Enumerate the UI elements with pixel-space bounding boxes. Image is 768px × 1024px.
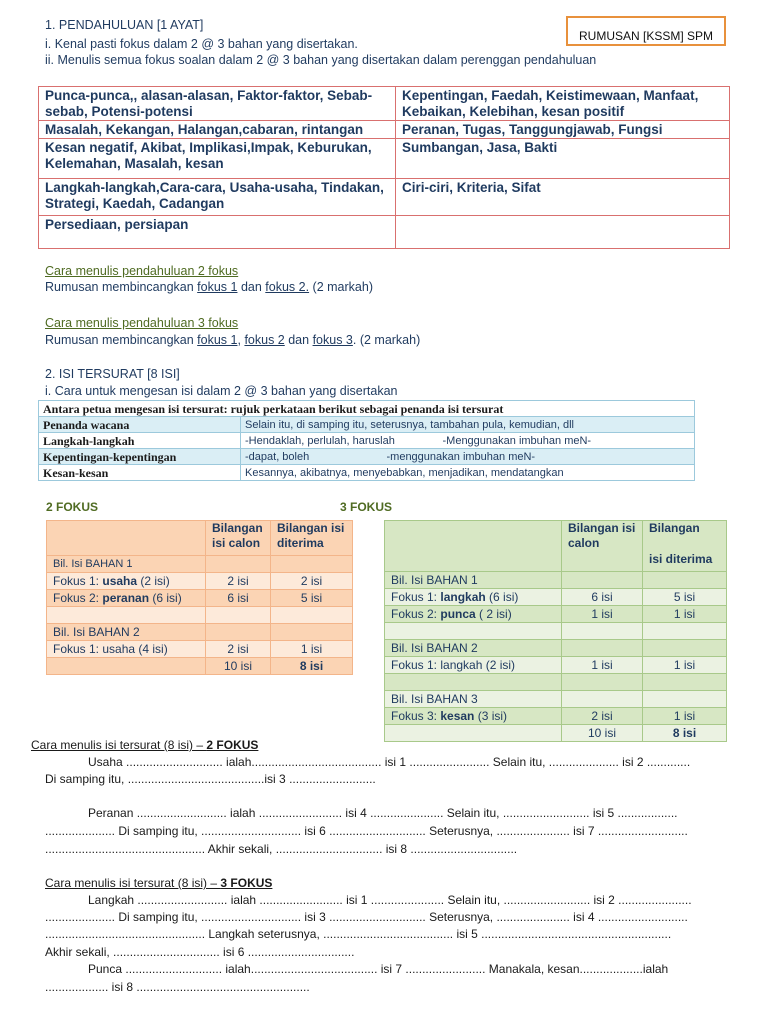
- table-row: [47, 641, 353, 658]
- text: Fokus 2:: [391, 606, 441, 621]
- empty-cell: [206, 556, 271, 573]
- isi-calon: 1 isi: [562, 606, 643, 623]
- fokus-label: Fokus 1: langkah (2 isi): [385, 657, 562, 674]
- penanda-label: Langkah-langkah: [39, 433, 241, 449]
- column-header: Bilangan isi calon: [562, 521, 643, 572]
- write-2-line: Peranan ........................... ialah ......................... isi 4 ...................... Selain itu, .......................... isi 5 ..................: [88, 806, 678, 820]
- fokus-3-title: 3 FOKUS: [340, 500, 393, 514]
- text: (6 isi): [149, 590, 182, 605]
- text: ,: [237, 333, 245, 347]
- fokus-label: [47, 573, 206, 590]
- table-row: [385, 708, 727, 725]
- penanda-text-cell: [241, 449, 695, 465]
- isi-calon: 1 isi: [562, 657, 643, 674]
- write-3-line: Langkah ........................... ialah ......................... isi 1 ...................... Selain itu, .......................... isi 2 ......................: [88, 893, 692, 907]
- empty-cell: [271, 556, 353, 573]
- penanda-text: -Hendaklah, perlulah, haruslah: [245, 434, 395, 447]
- column-header-line: Bilangan: [649, 521, 700, 535]
- fokus-2-title: 2 FOKUS: [46, 500, 99, 514]
- empty-cell: [562, 640, 643, 657]
- keyword-row: [39, 216, 730, 249]
- fokus-keyword: kesan: [440, 708, 475, 723]
- fokus-2-term: fokus 2: [244, 333, 285, 347]
- table-total-row: [47, 658, 353, 675]
- empty-cell: [643, 623, 727, 640]
- isi-diterima: 1 isi: [643, 657, 727, 674]
- text: Fokus 1:: [391, 589, 441, 604]
- penanda-row: [39, 417, 695, 433]
- penanda-label: Kepentingan-kepentingan: [39, 449, 241, 465]
- empty-cell: [562, 674, 643, 691]
- table-row: [385, 606, 727, 623]
- penanda-label: Kesan-kesan: [39, 465, 241, 481]
- write-2-line: ................................................ Akhir sekali, ................................ isi 8 ................................: [45, 842, 518, 856]
- write-2-line: ..................... Di samping itu, .............................. isi 6 ............................. Seterusnya, ...................... isi 7 ...........................: [45, 824, 688, 838]
- fokus-1-term: fokus 1: [197, 280, 238, 294]
- write-3-line: Punca ............................. ialah...................................... isi 7 ........................ Manakala, kesan...................ialah: [88, 962, 669, 976]
- intro-point-i: i. Kenal pasti fokus dalam 2 @ 3 bahan yang disertakan.: [45, 37, 358, 51]
- column-header-line: isi diterima: [649, 552, 713, 566]
- keyword-cell: Sumbangan, Jasa, Bakti: [396, 139, 730, 179]
- empty-cell: [271, 624, 353, 641]
- bahan-label: Bil. Isi BAHAN 3: [385, 691, 562, 708]
- keyword-cell: Persediaan, persiapan: [39, 216, 396, 249]
- table-row: [47, 607, 353, 624]
- isi-calon: 2 isi: [206, 641, 271, 658]
- fokus-label: [47, 590, 206, 607]
- empty-cell: [271, 607, 353, 624]
- section-1-title: 1. PENDAHULUAN [1 AYAT]: [45, 18, 204, 32]
- text: Fokus 1:: [53, 573, 103, 588]
- penanda-text: Kesannya, akibatnya, menyebabkan, menjadikan, mendatangkan: [241, 465, 695, 481]
- keyword-cell: Kesan negatif, Akibat, Implikasi,Impak, Keburukan, Kelemahan, Masalah, kesan: [39, 139, 396, 179]
- table-row: [47, 573, 353, 590]
- isi-diterima: 1 isi: [643, 708, 727, 725]
- keyword-cell: Masalah, Kekangan, Halangan,cabaran, rintangan: [39, 121, 396, 139]
- text: (2 markah): [309, 280, 373, 294]
- text: . (2 markah): [352, 333, 421, 347]
- column-header: Bilangan isi calon: [206, 521, 271, 556]
- section-2-point-i: i. Cara untuk mengesan isi dalam 2 @ 3 bahan yang disertakan: [45, 384, 398, 398]
- fokus-label: Fokus 1: usaha (4 isi): [47, 641, 206, 658]
- empty-cell: [562, 572, 643, 589]
- empty-cell: [562, 623, 643, 640]
- penanda-label: Penanda wacana: [39, 417, 241, 433]
- keyword-row: [39, 179, 730, 216]
- penanda-row: [39, 449, 695, 465]
- table-header-row: [47, 521, 353, 556]
- keyword-cell: Punca-punca,, alasan-alasan, Faktor-faktor, Sebab-sebab, Potensi-potensi: [39, 87, 396, 121]
- isi-diterima: 1 isi: [643, 606, 727, 623]
- fokus-keyword: usaha: [102, 573, 138, 588]
- isi-diterima: 5 isi: [643, 589, 727, 606]
- total-calon: 10 isi: [562, 725, 643, 742]
- text: Fokus 2:: [53, 590, 103, 605]
- write-3-line: ................... isi 8 ....................................................: [45, 980, 310, 994]
- keyword-cell: Kepentingan, Faedah, Keistimewaan, Manfaat, Kebaikan, Kelebihan, kesan positif: [396, 87, 730, 121]
- penanda-text: -dapat, boleh: [245, 450, 310, 463]
- fokus-label: [385, 708, 562, 725]
- column-header: Bilangan isi diterima: [271, 521, 353, 556]
- empty-cell: [206, 607, 271, 624]
- bahan-label: Bil. Isi BAHAN 1: [47, 556, 206, 573]
- table-row: [385, 691, 727, 708]
- isi-calon: 6 isi: [206, 590, 271, 607]
- table-row: [385, 674, 727, 691]
- penanda-text-extra: -Menggunakan imbuhan meN-: [442, 434, 592, 447]
- keyword-row: [39, 139, 730, 179]
- empty-cell: [643, 572, 727, 589]
- write-2-line: Usaha ............................. ialah....................................... isi 1 ........................ Selain itu, ..................... isi 2 .............: [88, 755, 691, 769]
- table-row: [47, 556, 353, 573]
- text-bold: 2 FOKUS: [206, 738, 259, 752]
- keyword-row: [39, 121, 730, 139]
- empty-cell: [643, 691, 727, 708]
- fokus-label: [385, 589, 562, 606]
- isi-calon: 2 isi: [562, 708, 643, 725]
- table-row: [385, 589, 727, 606]
- write-3-line: ..................... Di samping itu, .............................. isi 3 ............................. Seterusnya, ...................... isi 4 ...........................: [45, 910, 688, 924]
- empty-cell: [47, 521, 206, 556]
- penanda-header: Antara petua mengesan isi tersurat: rujuk perkataan berikut sebagai penanda isi tersurat: [39, 401, 695, 417]
- empty-cell: [385, 623, 562, 640]
- empty-cell: [385, 521, 562, 572]
- text: Fokus 3:: [391, 708, 441, 723]
- text: (6 isi): [485, 589, 519, 604]
- empty-cell: [562, 691, 643, 708]
- intro-2-fokus-sentence: [45, 280, 373, 295]
- text: dan: [284, 333, 313, 347]
- fokus-keyword: punca: [440, 606, 476, 621]
- intro-2-fokus-title: Cara menulis pendahuluan 2 fokus: [45, 264, 239, 278]
- bahan-label: Bil. Isi BAHAN 2: [47, 624, 206, 641]
- penanda-row: [39, 433, 695, 449]
- text: Rumusan membincangkan: [45, 333, 198, 347]
- table-row: [385, 640, 727, 657]
- isi-diterima: 5 isi: [271, 590, 353, 607]
- write-2-fokus-title: [31, 738, 258, 753]
- write-2-line: Di samping itu, .........................................isi 3 ..........................: [45, 772, 376, 786]
- penanda-text: Selain itu, di samping itu, seterusnya, tambahan pula, kemudian, dll: [241, 417, 695, 433]
- column-header: [643, 521, 727, 572]
- write-3-line: Akhir sekali, ................................ isi 6 ................................: [45, 945, 355, 959]
- intro-point-ii: ii. Menulis semua fokus soalan dalam 2 @ 3 bahan yang disertakan dalam perenggan pendahuluan: [45, 53, 597, 67]
- table-row: [385, 623, 727, 640]
- empty-cell: [47, 607, 206, 624]
- table-total-row: [385, 725, 727, 742]
- fokus-keyword: langkah: [440, 589, 486, 604]
- keyword-cell: Ciri-ciri, Kriteria, Sifat: [396, 179, 730, 216]
- intro-3-fokus-sentence: [45, 333, 420, 348]
- total-calon: 10 isi: [206, 658, 271, 675]
- fokus-3-term: fokus 3: [312, 333, 353, 347]
- keyword-row: [39, 87, 730, 121]
- text: Cara menulis isi tersurat (8 isi) –: [31, 738, 207, 752]
- write-3-line: ................................................ Langkah seterusnya, ....................................... isi 5 .........................................................: [45, 927, 672, 941]
- text: dan: [237, 280, 266, 294]
- fokus-3-table: [384, 520, 727, 742]
- section-2-title: 2. ISI TERSURAT [8 ISI]: [45, 367, 180, 381]
- write-3-fokus-title: [45, 876, 272, 891]
- empty-cell: [643, 674, 727, 691]
- keyword-table: [38, 86, 730, 249]
- penanda-row: [39, 465, 695, 481]
- isi-diterima: 1 isi: [271, 641, 353, 658]
- isi-calon: 6 isi: [562, 589, 643, 606]
- text: ( 2 isi): [475, 606, 512, 621]
- table-row: [385, 572, 727, 589]
- table-row: [47, 624, 353, 641]
- penanda-text-extra: -menggunakan imbuhan meN-: [386, 450, 536, 463]
- keyword-cell: Langkah-langkah,Cara-cara, Usaha-usaha, Tindakan, Strategi, Kaedah, Cadangan: [39, 179, 396, 216]
- empty-cell: [643, 640, 727, 657]
- text: (2 isi): [137, 573, 170, 588]
- table-row: [47, 590, 353, 607]
- text: Rumusan membincangkan: [45, 280, 198, 294]
- empty-cell: [47, 658, 206, 675]
- penanda-table: [38, 400, 695, 481]
- fokus-2-table: [46, 520, 353, 675]
- fokus-keyword: peranan: [102, 590, 150, 605]
- penanda-header-row: [39, 401, 695, 417]
- penanda-text-cell: [241, 433, 695, 449]
- fokus-1-term: fokus 1: [197, 333, 238, 347]
- isi-calon: 2 isi: [206, 573, 271, 590]
- text: Cara menulis isi tersurat (8 isi) –: [45, 876, 221, 890]
- total-diterima: 8 isi: [271, 658, 353, 675]
- isi-diterima: 2 isi: [271, 573, 353, 590]
- fokus-label: [385, 606, 562, 623]
- table-row: [385, 657, 727, 674]
- fokus-2-term: fokus 2.: [265, 280, 310, 294]
- text-bold: 3 FOKUS: [220, 876, 273, 890]
- total-diterima: 8 isi: [643, 725, 727, 742]
- bahan-label: Bil. Isi BAHAN 1: [385, 572, 562, 589]
- empty-cell: [385, 674, 562, 691]
- keyword-cell: Peranan, Tugas, Tanggungjawab, Fungsi: [396, 121, 730, 139]
- empty-cell: [385, 725, 562, 742]
- text: (3 isi): [474, 708, 508, 723]
- bahan-label: Bil. Isi BAHAN 2: [385, 640, 562, 657]
- rumusan-stamp: RUMUSAN [KSSM] SPM: [566, 16, 726, 46]
- intro-3-fokus-title: Cara menulis pendahuluan 3 fokus: [45, 316, 239, 330]
- empty-cell: [206, 624, 271, 641]
- table-header-row: [385, 521, 727, 572]
- keyword-cell: [396, 216, 730, 249]
